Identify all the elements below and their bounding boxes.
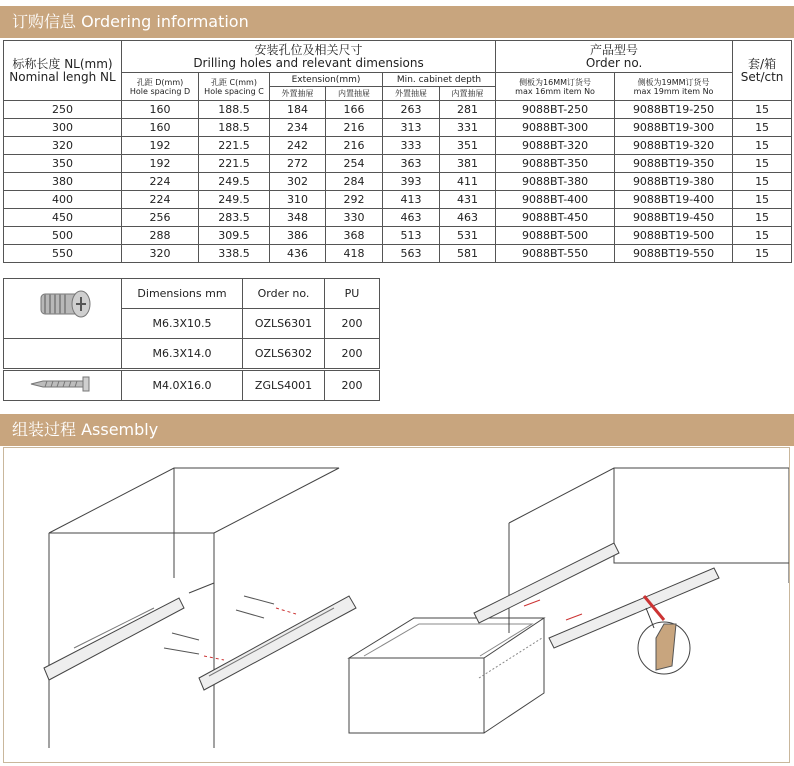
screw-dimension: M6.3X14.0 <box>122 339 243 369</box>
set-header: 套/箱 Set/ctn <box>733 41 792 101</box>
order-cell: 411 <box>440 173 496 191</box>
assembly-header: 组装过程 Assembly <box>0 414 794 446</box>
order-cell: 400 <box>4 191 122 209</box>
order-cell: 9088BT-450 <box>496 209 615 227</box>
order-cell: 463 <box>440 209 496 227</box>
order-cell: 368 <box>326 227 383 245</box>
screw-pu-header: PU <box>325 279 380 309</box>
order-cell: 9088BT19-500 <box>615 227 733 245</box>
order-cell: 9088BT19-550 <box>615 245 733 263</box>
order-cell: 563 <box>383 245 440 263</box>
order-cell: 15 <box>733 191 792 209</box>
order-cell: 9088BT19-450 <box>615 209 733 227</box>
order-cell: 9088BT19-300 <box>615 119 733 137</box>
order-cell: 216 <box>326 137 383 155</box>
order-cell: 9088BT19-250 <box>615 101 733 119</box>
screw-table-lower <box>3 370 380 401</box>
order-cell: 338.5 <box>199 245 270 263</box>
order-cell: 350 <box>4 155 122 173</box>
order-cell: 283.5 <box>199 209 270 227</box>
order-cell: 256 <box>122 209 199 227</box>
screw-pu: 200 <box>325 371 380 401</box>
screw-pu: 200 <box>325 309 380 339</box>
order-cell: 320 <box>122 245 199 263</box>
order-cell: 15 <box>733 155 792 173</box>
order-cell: 348 <box>270 209 326 227</box>
order-cell: 249.5 <box>199 191 270 209</box>
order-row <box>4 137 792 155</box>
order-cell: 242 <box>270 137 326 155</box>
order-cell: 9088BT-320 <box>496 137 615 155</box>
order-row <box>4 209 792 227</box>
order-cell: 15 <box>733 245 792 263</box>
order-cell: 188.5 <box>199 119 270 137</box>
order-cell: 184 <box>270 101 326 119</box>
screw-dimension: M6.3X10.5 <box>122 309 243 339</box>
order-cell: 9088BT19-320 <box>615 137 733 155</box>
order-cell: 9088BT19-400 <box>615 191 733 209</box>
order-cell: 234 <box>270 119 326 137</box>
order-cell: 9088BT-350 <box>496 155 615 173</box>
order-cell: 224 <box>122 191 199 209</box>
order-cell: 216 <box>326 119 383 137</box>
order-cell: 313 <box>383 119 440 137</box>
order-cell: 351 <box>440 137 496 155</box>
side19-header: 侧板为19MM订货号 max 19mm item No <box>615 73 733 101</box>
order-row <box>4 101 792 119</box>
order-cell: 284 <box>326 173 383 191</box>
screw-order-header: Order no. <box>243 279 325 309</box>
order-cell: 363 <box>383 155 440 173</box>
order-cell: 9088BT-300 <box>496 119 615 137</box>
order-cell: 188.5 <box>199 101 270 119</box>
screw-dimensions-header: Dimensions mm <box>122 279 243 309</box>
order-row <box>4 173 792 191</box>
assembly-illustration <box>3 447 790 763</box>
order-cell: 331 <box>440 119 496 137</box>
order-cell: 393 <box>383 173 440 191</box>
order-cell: 9088BT19-350 <box>615 155 733 173</box>
hole-c-header: 孔距 C(mm) Hole spacing C <box>199 73 270 101</box>
order-cell: 192 <box>122 137 199 155</box>
order-cell: 413 <box>383 191 440 209</box>
assembly-drawing <box>4 448 789 762</box>
order-cell: 9088BT-550 <box>496 245 615 263</box>
order-cell: 15 <box>733 209 792 227</box>
order-cell: 320 <box>4 137 122 155</box>
order-cell: 333 <box>383 137 440 155</box>
ext-outer-header: 外置抽屉 <box>270 87 326 101</box>
order-cell: 531 <box>440 227 496 245</box>
order-cell: 9088BT19-380 <box>615 173 733 191</box>
product-header: 产品型号 Order no. <box>496 41 733 73</box>
screw-table <box>3 278 380 369</box>
order-cell: 15 <box>733 227 792 245</box>
euro-screw-image-2 <box>4 339 122 369</box>
order-cell: 300 <box>4 119 122 137</box>
extension-header: Extension(mm) <box>270 73 383 87</box>
order-cell: 281 <box>440 101 496 119</box>
euro-screw-image <box>4 279 122 339</box>
side16-header: 侧板为16MM订货号 max 16mm item No <box>496 73 615 101</box>
hole-d-header: 孔距 D(mm) Hole spacing D <box>122 73 199 101</box>
order-cell: 513 <box>383 227 440 245</box>
order-cell: 15 <box>733 101 792 119</box>
order-row <box>4 155 792 173</box>
screw-order-no: OZLS6301 <box>243 309 325 339</box>
order-cell: 9088BT-380 <box>496 173 615 191</box>
order-cell: 250 <box>4 101 122 119</box>
order-cell: 9088BT-400 <box>496 191 615 209</box>
order-cell: 249.5 <box>199 173 270 191</box>
screw-order-no: ZGLS4001 <box>243 371 325 401</box>
order-cell: 263 <box>383 101 440 119</box>
order-cell: 500 <box>4 227 122 245</box>
order-cell: 221.5 <box>199 137 270 155</box>
screw-dimension: M4.0X16.0 <box>122 371 243 401</box>
order-cell: 450 <box>4 209 122 227</box>
order-cell: 15 <box>733 137 792 155</box>
screw-pu: 200 <box>325 339 380 369</box>
order-row <box>4 227 792 245</box>
order-cell: 302 <box>270 173 326 191</box>
order-cell: 160 <box>122 119 199 137</box>
order-cell: 581 <box>440 245 496 263</box>
order-cell: 550 <box>4 245 122 263</box>
order-cell: 436 <box>270 245 326 263</box>
order-cell: 9088BT-500 <box>496 227 615 245</box>
order-cell: 15 <box>733 173 792 191</box>
ordering-header: 订购信息 Ordering information <box>0 6 794 38</box>
order-cell: 431 <box>440 191 496 209</box>
order-cell: 192 <box>122 155 199 173</box>
drilling-header: 安装孔位及相关尺寸 Drilling holes and relevant dimensions <box>122 41 496 73</box>
order-cell: 166 <box>326 101 383 119</box>
order-cell: 292 <box>326 191 383 209</box>
depth-outer-header: 外置抽屉 <box>383 87 440 101</box>
nl-header: 标称长度 NL(mm) Nominal lengh NL <box>4 41 122 101</box>
order-cell: 381 <box>440 155 496 173</box>
order-cell: 221.5 <box>199 155 270 173</box>
order-cell: 330 <box>326 209 383 227</box>
order-cell: 224 <box>122 173 199 191</box>
order-cell: 310 <box>270 191 326 209</box>
order-cell: 463 <box>383 209 440 227</box>
order-row <box>4 191 792 209</box>
ext-inner-header: 内置抽屉 <box>326 87 383 101</box>
order-cell: 254 <box>326 155 383 173</box>
order-cell: 386 <box>270 227 326 245</box>
order-row <box>4 119 792 137</box>
order-cell: 309.5 <box>199 227 270 245</box>
order-cell: 418 <box>326 245 383 263</box>
min-depth-header: Min. cabinet depth <box>383 73 496 87</box>
order-cell: 272 <box>270 155 326 173</box>
order-cell: 288 <box>122 227 199 245</box>
order-cell: 160 <box>122 101 199 119</box>
order-cell: 9088BT-250 <box>496 101 615 119</box>
wood-screw-image <box>4 371 122 401</box>
depth-inner-header: 内置抽屉 <box>440 87 496 101</box>
ordering-table <box>3 40 792 263</box>
order-cell: 380 <box>4 173 122 191</box>
order-cell: 15 <box>733 119 792 137</box>
screw-order-no: OZLS6302 <box>243 339 325 369</box>
order-row <box>4 245 792 263</box>
